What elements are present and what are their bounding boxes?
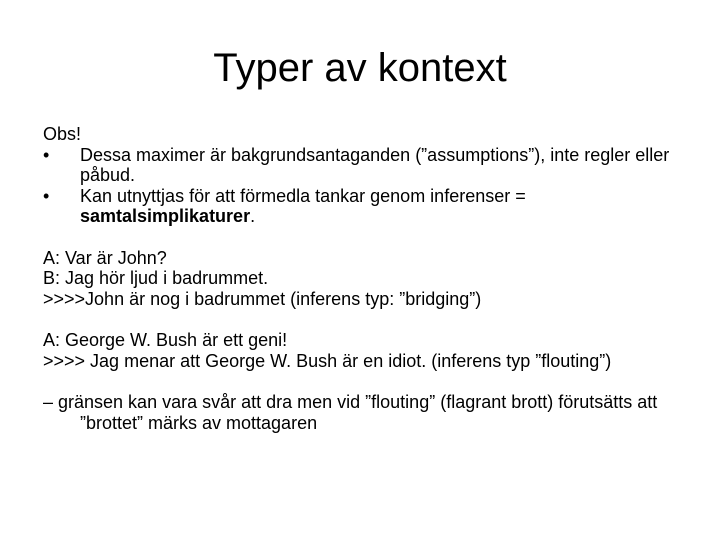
bullet-text-start: Kan utnyttjas för att förmedla tankar genom inferenser = xyxy=(80,185,526,206)
slide-body xyxy=(43,124,693,433)
obs-label: Obs! xyxy=(43,124,82,144)
bullet-text xyxy=(80,186,693,227)
example1-line: B: Jag hör ljud i badrummet. xyxy=(43,268,269,288)
example1-line: A: Var är John? xyxy=(43,247,167,268)
bullet-icon: • xyxy=(43,144,50,165)
spacer xyxy=(43,371,693,392)
note-text: – gränsen kan vara svår att dra men vid ”flouting” (flagrant brott) förutsätts att ”brottet” märks av mottagaren xyxy=(43,392,658,433)
bullet-item xyxy=(43,145,693,186)
bullet-icon: • xyxy=(43,185,50,206)
bullet-item xyxy=(43,186,693,227)
spacer xyxy=(43,227,693,248)
example1-line: >>>>John är nog i badrummet (inferens typ: ”bridging”) xyxy=(43,288,482,309)
slide-title: Typer av kontext xyxy=(213,46,507,90)
bullet-text-end: . xyxy=(250,206,256,226)
example2-line: A: George W. Bush är ett geni! xyxy=(43,330,288,350)
bullet-text: Dessa maximer är bakgrundsantaganden (”assumptions”), inte regler eller påbud. xyxy=(80,144,670,185)
example2-line: >>>> Jag menar att George W. Bush är en idiot. (inferens typ ”flouting”) xyxy=(43,350,612,371)
spacer xyxy=(43,309,693,330)
bullet-text-emphasis: samtalsimplikaturer xyxy=(80,206,251,226)
